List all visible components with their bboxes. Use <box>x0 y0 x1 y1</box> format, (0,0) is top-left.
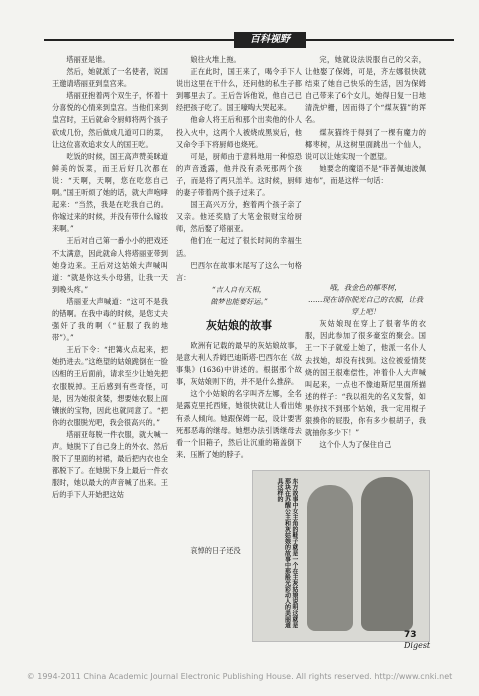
section-title: 灰姑娘的故事 <box>206 319 272 332</box>
paragraph: 然后，她就派了一名使者，说国王邀请塔丽亚到皇宫来。 <box>52 67 168 89</box>
section-header <box>44 32 454 48</box>
paragraph: 这个小姑娘的名字叫齐左娜，全名是露克里托西娅，她很快就让人看出她有杀人倾向。她跟保姆一起，设计要害死那恶毒的继母。她想办法引诱继母去看一个旧箱子，然后让沉重的箱盖倒下来，压断了她的脖子。 <box>176 389 302 458</box>
text-column-2 <box>176 54 302 354</box>
paragraph: 王后对自己第一番小小的把戏还不太满意，因此就命人将塔丽亚带到她身边来。王后对这姑娘大声喊叫道：“就是你这头小母猪，让我一天到晚头疼。” <box>52 236 168 294</box>
paragraph: 欧洲有记载的最早的灰姑娘故事，是意大利人乔姆巴迪斯塔·巴西尔在《故事集》(1636)中讲述的。根据那个故事，灰姑娘则下的，并不是什么推辞。 <box>176 341 302 387</box>
page-number: 73 <box>404 630 417 640</box>
photo-caption: 东方故事中女主角的鞋子就是一个在主灰姑娘说明这就是那块在苏醒公主和灰姑娘的故事中那般光彩动人的美丽道具这样的 <box>276 478 298 628</box>
text-column-3b <box>305 282 426 450</box>
paragraph: 灰姑娘现在穿上了很奢华的衣服，因此参加了很多豪室的聚会。国王一下子就爱上她了，他派一名仆人去找她，却没有找到。这位被爱情焚烧的国王很难偿性，冲着仆人大声喊叫起来，一点也不像迪斯尼里面所描述的样子：“我以祖先的名义发誓，如果你找不到那个姑娘，我一定用棍子狠揍你的屁股，你有多少根胡子，我就抽你多少下！” <box>305 319 426 438</box>
paragraph: 她要念的魔语不是“菲普佩迪波佩迪布”，而是这样一句话： <box>305 163 426 185</box>
paragraph: 塔丽亚每脱一件衣服，就大喊一声。她脱下了自己身上的外衣、然后脱下了里面的衬裙，最后把内衣也全都脱下了。在她脱下身上最后一件衣服时，她以最大的声音喊了出来。王后的手下人开始把这姑 <box>52 429 168 500</box>
text-column-3 <box>305 54 426 279</box>
paragraph: 国王高兴万分，抱着两个孩子亲了又亲。他还奖励了大笔金银财宝给厨师，然后娶了塔丽亚。 <box>176 200 302 234</box>
shoe-image <box>361 477 413 631</box>
paragraph: 他们在一起过了很长时间的幸福生活。 <box>176 236 302 258</box>
paragraph: 完，她就设法说服自己的父亲，让他娶了保姆，可是，齐左娜很快就结束了她自己快乐的生活，因为保姆自己带来了6个女儿，她得日复一日地清洗炉栅，因而得了个“煤灰猫”的诨名。 <box>305 55 426 125</box>
paragraph: 娘往火堆上拖。 <box>190 55 241 64</box>
paragraph: 塔丽亚大声喊道：“这可不是我的错啊。在我中毒的时候，是您丈夫强奸了我的啊（“征服了我的地带”）。” <box>52 296 168 343</box>
poem-line: “吉人自有天相， <box>212 284 266 294</box>
poem-line: ……现在请你脱光自己的衣服，让我穿上吧！ <box>307 295 423 317</box>
paragraph: 塔丽亚抱着两个双生子，怀着十分喜悦的心情来到皇宫。当他们来到皇宫时，王后就命令厨师将两个孩子砍成几份，然后做成几道可口的菜，让这位喜欢追求女人的国王吃。 <box>52 91 168 149</box>
paragraph: 正在此时，国王来了，喝令手下人说出这里在干什么，还问他的私生子都到哪里去了。王后告诉他说，他自己已经把孩子吃了。国王嚎啕大哭起来。 <box>176 67 302 113</box>
text-column-2c <box>176 545 246 660</box>
paragraph: 这个仆人为了保住自己 <box>319 440 392 450</box>
magazine-name: Digest <box>404 641 431 650</box>
paragraph: 巴西尔在故事末尾写了这么一句格言： <box>176 260 302 282</box>
text-column-1 <box>52 54 168 674</box>
shoe-image <box>307 485 353 631</box>
paragraph: 吃饭的时候，国王高声赞美眯道鲜美的饭菜，而王后好几次都在说：“天啊，天啊，您在吃您自己啊。”国王听烦了她的话，就大声咆哮起来：“当然，我是在吃我自己的。你嫁过来的时候，并没有带什么嫁妆来啊。” <box>52 151 168 234</box>
poem-line: 做梦也能要好运。” <box>210 296 268 306</box>
paragraph: 哀悼的日子还没 <box>190 546 241 555</box>
paragraph: 王后下令：“把篝火点起来，把她扔进去。”这绝望的姑娘跪倒在一脸凶相的王后面前，请求至少让她先把衣服脱掉。王后感到有些奇怪，可是，因为她很贪婪，想要她衣服上面镶嵌的宝物，因此也就同意了。“把你的衣服脱光吧，我会很高兴的。” <box>52 345 168 427</box>
text-column-2b <box>176 340 302 458</box>
paragraph: 塔丽亚是谁。 <box>66 55 110 64</box>
paragraph: 可是，厨师由于意料地用一种惊恐的声音透露，他并没有杀死那两个孩子，而是将了两只羔羊。这时候，厨师的妻子带着两个孩子过来了。 <box>176 151 302 198</box>
section-tag: 百科视野 <box>234 32 306 48</box>
paragraph: 他命人将王后和那个出卖他的仆人投入火中，这两个人被烧成黑炭后，他又命令手下将厨师也烧死。 <box>176 115 302 149</box>
poem-line: 哦，我金色的椰枣树， <box>329 283 402 292</box>
paragraph: 煤灰猫终于得到了一棵有魔力的椰枣树，从这树里面跳出一个仙人，说可以让她实现一个愿望。 <box>305 127 426 161</box>
copyright-footer: © 1994-2011 China Academic Journal Electronic Publishing House. All rights reserved. http://www.cnki.net <box>26 672 453 681</box>
